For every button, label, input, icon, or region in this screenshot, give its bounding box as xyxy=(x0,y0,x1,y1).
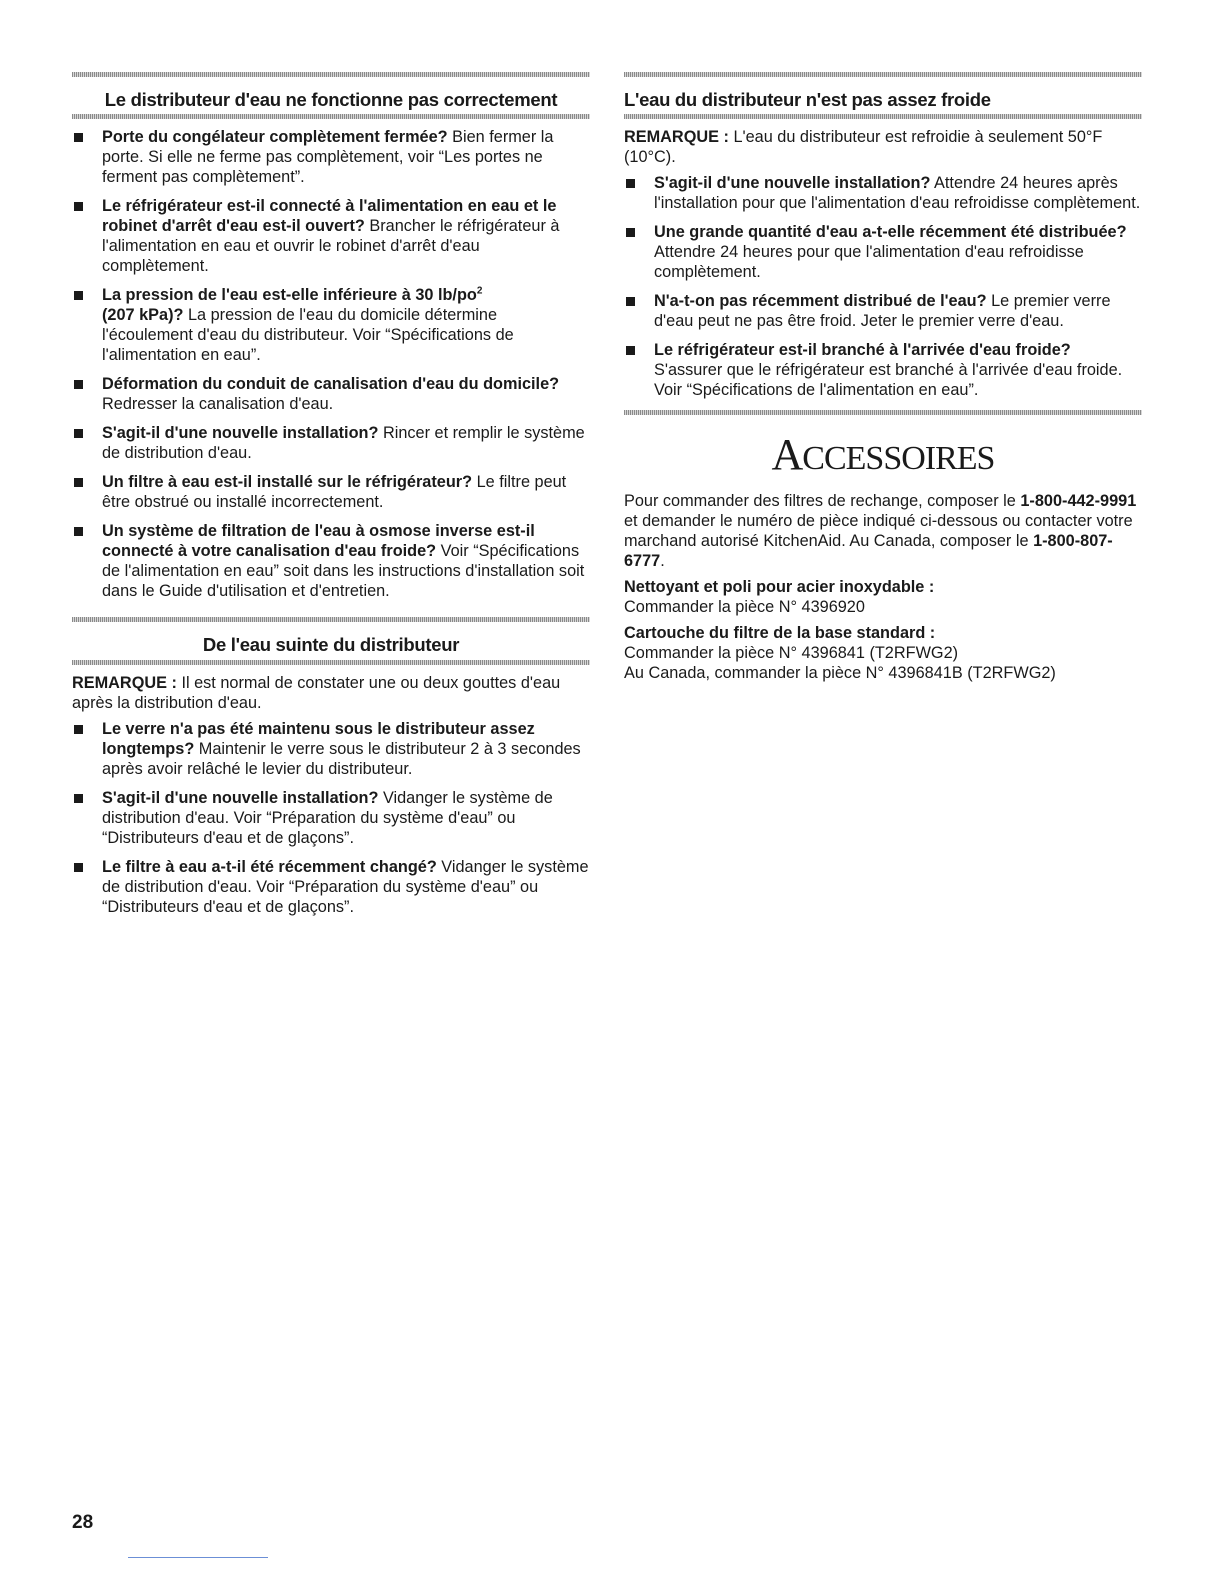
list-item xyxy=(624,340,1142,400)
intro-text: Pour commander des filtres de rechange, composer le xyxy=(624,492,1021,511)
section-water-not-cold xyxy=(624,72,1142,415)
list-item xyxy=(72,423,590,463)
list-item xyxy=(72,127,590,187)
answer: Vidanger le système de distribution d'eau. Voir “Préparation du système d'eau” ou “Distributeurs d'eau et de glaçons”. xyxy=(102,788,553,847)
phone-canada: 1-800-807-6777 xyxy=(624,532,1113,571)
bullet-icon xyxy=(74,429,83,438)
note xyxy=(624,127,1142,167)
accessory-title: Cartouche du filtre de la base standard : xyxy=(624,624,936,643)
bullet-icon xyxy=(74,202,83,211)
divider xyxy=(624,410,1142,415)
troubleshooting-list xyxy=(624,173,1142,400)
answer: Le filtre peut être obstrué ou installé incorrectement. xyxy=(102,473,567,512)
accessory-title: Nettoyant et poli pour acier inoxydable : xyxy=(624,578,935,597)
bullet-icon xyxy=(74,478,83,487)
bullet-icon xyxy=(74,863,83,872)
bullet-icon xyxy=(74,794,83,803)
bullet-icon xyxy=(626,179,635,188)
footer-line xyxy=(128,1557,268,1558)
divider xyxy=(72,114,590,119)
phone-us: 1-800-442-9991 xyxy=(1020,492,1137,511)
accessories-section xyxy=(624,430,1142,683)
answer: Le premier verre d'eau peut ne pas être froid. Jeter le premier verre d'eau. xyxy=(654,292,1111,331)
accessory-part: Commander la pièce N° 4396920 xyxy=(624,598,865,617)
note-label: REMARQUE : xyxy=(72,673,177,692)
answer: La pression de l'eau du domicile détermine l'écoulement d'eau du distributeur. Voir “Spécifications de l'alimentation en eau”. xyxy=(102,306,514,365)
answer: S'assurer que le réfrigérateur est branché à l'arrivée d'eau froide. Voir “Spécifications de l'alimentation en eau”. xyxy=(654,361,1123,400)
bullet-icon xyxy=(626,346,635,355)
section-title: Le distributeur d'eau ne fonctionne pas correctement xyxy=(104,89,558,110)
accessory-part: Commander la pièce N° 4396841 (T2RFWG2) xyxy=(624,644,959,663)
divider xyxy=(72,660,590,665)
page-number: 28 xyxy=(72,1512,94,1533)
title-initial: A xyxy=(771,430,803,480)
troubleshooting-list xyxy=(72,127,590,601)
question: Le réfrigérateur est-il branché à l'arrivée d'eau froide? xyxy=(654,341,1071,360)
question: Un système de filtration de l'eau à osmose inverse est-il connecté à votre canalisation d'eau froide? xyxy=(102,522,535,561)
note-label: REMARQUE : xyxy=(624,128,729,147)
section-header xyxy=(72,617,590,664)
question: Le réfrigérateur est-il connecté à l'alimentation en eau et le robinet d'arrêt d'eau est-il ouvert? xyxy=(102,197,557,236)
bullet-icon xyxy=(626,228,635,237)
list-item xyxy=(72,788,590,848)
list-item xyxy=(72,719,590,779)
bullet-icon xyxy=(74,291,83,300)
superscript: 2 xyxy=(476,285,483,297)
section-dispenser-not-working xyxy=(72,72,590,601)
note xyxy=(72,673,590,713)
bullet-icon xyxy=(74,380,83,389)
question: Le verre n'a pas été maintenu sous le distributeur assez longtemps? xyxy=(102,719,535,758)
section-dispenser-leaking xyxy=(72,617,590,916)
answer: Maintenir le verre sous le distributeur 2 à 3 secondes après avoir relâché le levier du distributeur. xyxy=(102,739,581,778)
accessory-part: Au Canada, commander la pièce N° 4396841B (T2RFWG2) xyxy=(624,664,1056,683)
list-item xyxy=(72,472,590,512)
list-item xyxy=(72,857,590,917)
question: Un filtre à eau est-il installé sur le réfrigérateur? xyxy=(102,473,473,492)
list-item xyxy=(72,196,590,276)
list-item xyxy=(72,521,590,601)
answer: Vidanger le système de distribution d'eau. Voir “Préparation du système d'eau” ou “Distributeurs d'eau et de glaçons”. xyxy=(102,857,589,916)
section-header xyxy=(72,72,590,119)
intro-text: . xyxy=(660,552,665,571)
question: Le filtre à eau a-t-il été récemment changé? xyxy=(102,857,437,876)
troubleshooting-list xyxy=(72,719,590,917)
question: Porte du congélateur complètement fermée? xyxy=(102,128,448,147)
list-item xyxy=(624,222,1142,282)
section-header xyxy=(624,72,1142,119)
list-item xyxy=(624,291,1142,331)
list-item xyxy=(624,173,1142,213)
intro-text: et demander le numéro de pièce indiqué ci-dessous ou contacter votre marchand autorisé KitchenAid. Au Canada, composer le xyxy=(624,512,1133,551)
question: (207 kPa)? xyxy=(102,306,184,325)
answer: Attendre 24 heures pour que l'alimentation d'eau refroidisse complètement. xyxy=(654,243,1084,282)
list-item xyxy=(72,374,590,414)
question: Déformation du conduit de canalisation d'eau du domicile? xyxy=(102,375,560,394)
question: N'a-t-on pas récemment distribué de l'eau? xyxy=(654,292,987,311)
question: S'agit-il d'une nouvelle installation? xyxy=(102,424,379,443)
section-title: L'eau du distributeur n'est pas assez froide xyxy=(624,89,991,110)
bullet-icon xyxy=(626,297,635,306)
answer: Redresser la canalisation d'eau. xyxy=(102,395,334,414)
section-title: De l'eau suinte du distributeur xyxy=(202,634,460,656)
accessories-title xyxy=(624,430,1142,480)
question: S'agit-il d'une nouvelle installation? xyxy=(654,174,931,193)
left-column xyxy=(72,72,590,933)
question: La pression de l'eau est-elle inférieure à 30 lb/po xyxy=(102,286,477,305)
answer: Brancher le réfrigérateur à l'alimentation en eau et ouvrir le robinet d'arrêt d'eau complètement. xyxy=(102,217,560,276)
divider xyxy=(624,114,1142,119)
answer: Bien fermer la porte. Si elle ne ferme pas complètement, voir “Les portes ne ferment pas complètement”. xyxy=(102,128,554,187)
list-item xyxy=(72,285,590,365)
answer: Attendre 24 heures après l'installation pour que l'alimentation d'eau refroidisse complètement. xyxy=(654,174,1141,213)
note-text: L'eau du distributeur est refroidie à seulement 50°F (10°C). xyxy=(624,128,1103,167)
bullet-icon xyxy=(74,725,83,734)
accessories-intro xyxy=(624,491,1142,571)
answer: Rincer et remplir le système de distribution d'eau. xyxy=(102,424,585,463)
answer: Voir “Spécifications de l'alimentation en eau” soit dans les instructions d'installation soit dans le Guide d'utilisation et d'entretien. xyxy=(102,542,585,601)
bullet-icon xyxy=(74,133,83,142)
right-column xyxy=(624,72,1142,683)
note-text: Il est normal de constater une ou deux gouttes d'eau après la distribution d'eau. xyxy=(72,673,561,712)
title-rest: CCESSOIRES xyxy=(802,440,995,478)
question: S'agit-il d'une nouvelle installation? xyxy=(102,788,379,807)
question: Une grande quantité d'eau a-t-elle récemment été distribuée? xyxy=(654,223,1127,242)
bullet-icon xyxy=(74,527,83,536)
